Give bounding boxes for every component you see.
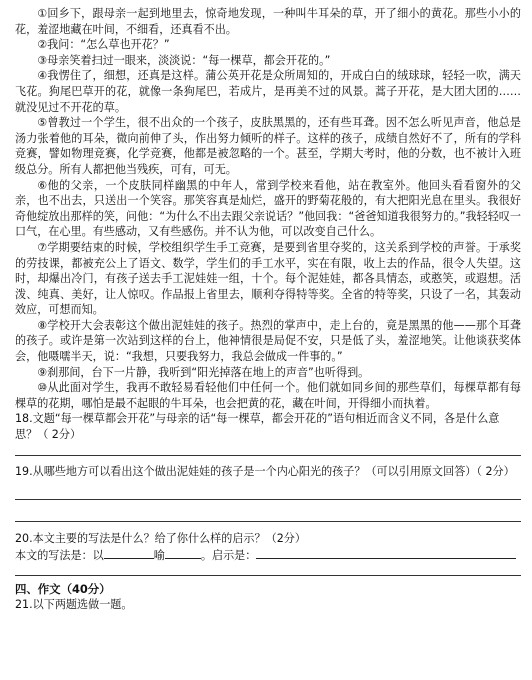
paragraph-3: ③母亲笑着扫过一眼来，淡淡说：“每一棵草，都会开花的。”	[37, 53, 331, 67]
question-19: 19.从哪些地方可以看出这个做出泥娃娃的孩子是一个内心阳光的孩子？（可以引用原文回答）（ 2分）	[15, 464, 515, 478]
question-20-fill-line	[15, 547, 521, 564]
q20-prefix: 本文的写法是：以	[15, 548, 104, 562]
paragraph-5: ⑤曾教过一个学生，很不出众的一个孩子，皮肤黑黑的，还有些耳聋。因不怎么听见声音，他总是汤力张着他的耳朵，微向前伸了头，作出努力倾听的样子。这样的孩子，成绩自然好不了，所有的学科竞赛，譬如物理竞赛，化学竞赛，他都是被忽略的一个。甚至，学期大考时，他的分数，也不被计入班级总分。所有人都把他当残疾，可有，可无。	[15, 116, 521, 176]
answer-line-20[interactable]	[15, 575, 521, 576]
section-4-title: 四、作文（40分）	[15, 582, 111, 597]
paragraph-1: ①回乡下，跟母亲一起到地里去，惊奇地发现，一种叫牛耳朵的草，开了细小的黄花。那些小小的花，羞涩地藏在叶间，不细看，还真看不出。	[15, 7, 521, 36]
paragraph-2: ②我问：“怎么草也开花？”	[37, 38, 170, 52]
question-21: 21.以下两题选做一题。	[15, 598, 133, 612]
question-18: 18.文题“每一棵草都会开花”与母亲的话“每一棵草，都会开花的”语句相近而含义不同，各是什么意思？（ 2分）	[15, 412, 500, 442]
paragraph-7: ⑦学期要结束的时候，学校组织学生手工竞赛，是要到省里夺奖的，这关系到学校的声誉。于承奖的劳技课，都被充公上了语文、数学，学生们的手工水平，实在有限，收上去的作品，很令人失望。这时，却爆出冷门，有孩子送去手工泥娃娃一组，十个。每个泥娃娃，都各具情态，或憨笑，或遐想。活泼、纯真、美好，让人惊叹。作品报上省里去，顺利夺得特等奖。全省的特等奖，只设了一名，其轰动效应，可想而知。	[15, 240, 521, 317]
paragraph-4: ④我愣住了，细想，还真是这样。蒲公英开花是众所周知的，开成白白的绒球球，轻轻一吹，满天飞花。狗尾巴草开的花，就像一条狗尾巴，若成片，是再美不过的风景。蒿子开花，是大团大团的……就没见过不开花的草。	[15, 69, 521, 114]
q20-blank-2[interactable]	[165, 547, 201, 559]
paragraph-8: ⑧学校开大会表彰这个做出泥娃娃的孩子。热烈的掌声中，走上台的，竟是黑黑的他——那个耳聋的孩子。或许是第一次站到这样的台上，他神情很是局促不安，只是低了头，羞涩地笑。让他谈获奖体会，他嗫嚅半天，说：“我想，只要我努力，我总会做成一件事的。”	[15, 318, 521, 364]
answer-line-18[interactable]	[15, 455, 521, 456]
q20-blank-1[interactable]	[104, 547, 154, 559]
paragraph-9: ⑨刹那间，台下一片静，我听到“阳光掉落在地上的声音”也听得到。	[37, 365, 370, 379]
answer-line-19b[interactable]	[15, 521, 521, 522]
q20-mid: 喻	[153, 548, 165, 562]
reading-passage	[15, 6, 521, 411]
q20-suffix: 。启示是：	[200, 548, 257, 562]
paragraph-6: ⑥他的父亲，一个皮肤同样幽黑的中年人，常到学校来看他，站在教室外。他回头看看窗外的父亲，也不出去，只送出一个笑容。那笑容真是灿烂，盛开的野菊花般的，有大把阳光息在里头。我很好奇他绽放出那样的笑，问他：“为什么不出去跟父亲说话？”他回我：“爸爸知道我很努力的。”我轻轻叹一口气，在心里。有些感动，又有些感伤。并不认为他，可以改变自己什么。	[15, 178, 521, 239]
worksheet-page	[15, 6, 521, 613]
answer-line-19a[interactable]	[15, 499, 521, 500]
question-20: 20.本文主要的写法是什么？给了你什么样的启示？（2分）	[15, 532, 306, 546]
q20-blank-3[interactable]	[256, 547, 516, 559]
paragraph-10: ⑩从此面对学生，我再不敢轻易看轻他们中任何一个。他们就如同乡间的那些草们，每棵草都有每棵草的花期，哪怕是最不起眼的牛耳朵，也会把黄的花，藏在叶间，开得细小而执着。	[15, 381, 521, 410]
